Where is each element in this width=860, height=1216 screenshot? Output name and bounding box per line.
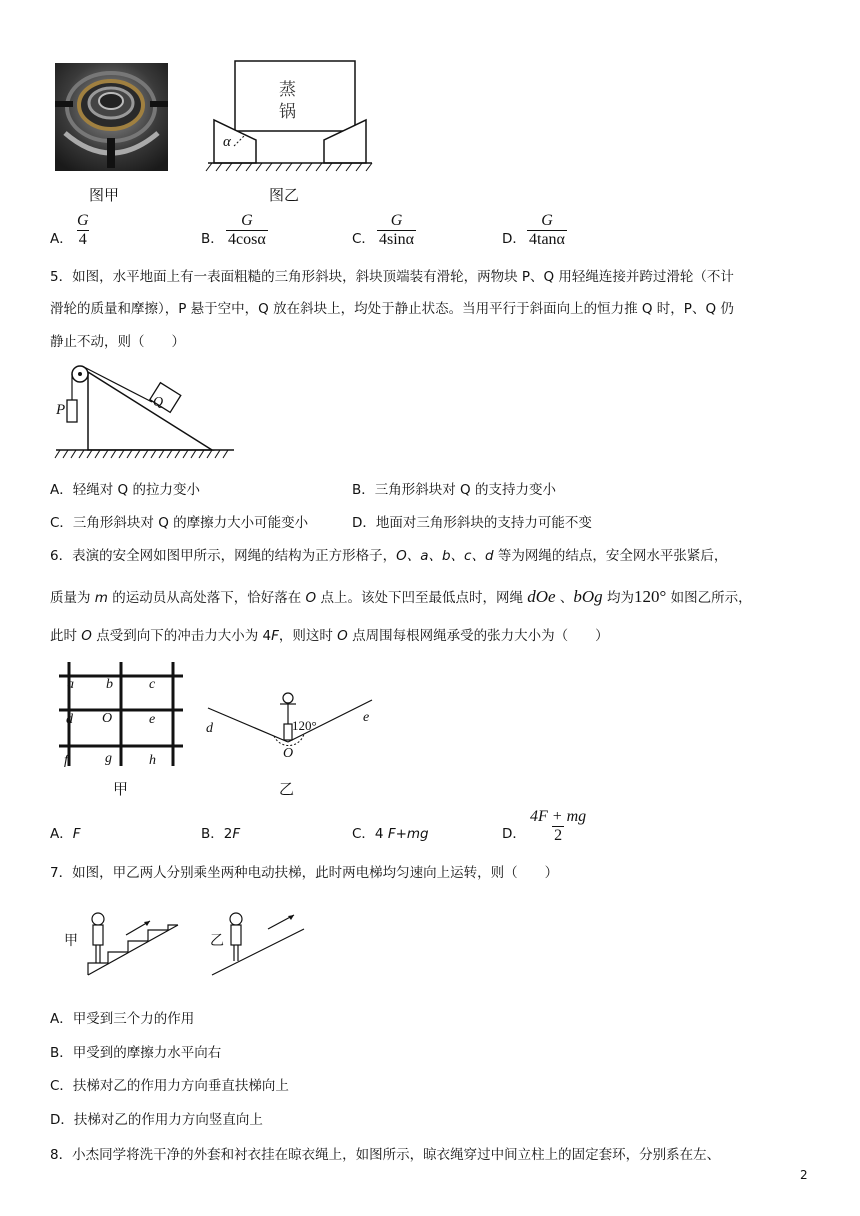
node-f-label: f: [64, 753, 68, 768]
figure-yi-caption-q6: 乙: [279, 780, 295, 798]
net-d-label: d: [206, 721, 213, 736]
safety-net-grid: [55, 658, 185, 770]
q4-option-b-letter[interactable]: B．: [201, 231, 224, 247]
q5-option-c[interactable]: C．三角形斜块对 Q 的摩擦力大小可能变小: [50, 515, 309, 531]
person-jia-label: 甲: [64, 933, 78, 949]
q4-option-c-fraction: $\frac{G}{4\sin\alpha}$: [379, 212, 415, 248]
net-e-label: e: [363, 710, 370, 725]
angle-alpha-label: α: [223, 134, 231, 150]
incline-pulley-diagram: [52, 358, 242, 466]
q6-option-d-fraction: $\frac{4F + mg}{2}$: [530, 808, 587, 844]
net-angle-label: 120°: [292, 718, 317, 733]
q5-option-d[interactable]: D．地面对三角形斜块的支持力可能不变: [352, 515, 592, 531]
q5-stem-line-2: 滑轮的质量和摩擦），P 悬于空中，Q 放在斜块上，均处于静止状态。当用平行于斜面向上的恒力推 Q 时，P、Q 仍: [50, 301, 734, 317]
q5-stem-line-1: 5．如图，水平地面上有一表面粗糙的三角形斜块，斜块顶端装有滑轮，两物块 P、Q 用轻绳连接并跨过滑轮（不计: [50, 269, 734, 285]
node-a-label: a: [67, 677, 74, 692]
net-o-label: O: [283, 746, 294, 761]
escalator-stairs-diagram: [78, 905, 188, 980]
figure-yi-caption: 图乙: [269, 186, 300, 204]
q6-option-d-letter[interactable]: D．: [502, 826, 526, 842]
figure-jia-caption-q6: 甲: [113, 780, 129, 798]
steamer-label-1: 蒸: [279, 80, 296, 99]
q7-option-c[interactable]: C．扶梯对乙的作用力方向垂直扶梯向上: [50, 1078, 289, 1094]
q4-option-d-letter[interactable]: D．: [502, 231, 526, 247]
q7-stem: 7．如图，甲乙两人分别乘坐两种电动扶梯，此时两电梯均匀速向上运转，则（ ）: [50, 865, 559, 881]
q6-option-b[interactable]: B．2F: [201, 826, 241, 842]
q5-option-b[interactable]: B．三角形斜块对 Q 的支持力变小: [352, 482, 556, 498]
q6-stem-line-3: 此时 O 点受到向下的冲击力大小为 4F，则这时 O 点周围每根网绳承受的张力大小为（ ）: [50, 628, 609, 644]
block-q-label: Q: [153, 395, 164, 410]
node-h-label: h: [149, 753, 156, 768]
q6-stem-line-1: 6．表演的安全网如图甲所示，网绳的结构为正方形格子，O、a、b、c、d 等为网绳的结点，安全网水平张紧后，: [50, 548, 728, 564]
q7-option-a[interactable]: A．甲受到三个力的作用: [50, 1011, 195, 1027]
node-o-label: O: [102, 711, 113, 726]
node-e-label: e: [149, 712, 156, 727]
node-b-label: b: [106, 677, 113, 692]
q6-option-a[interactable]: A．F: [50, 826, 81, 842]
q5-stem-line-3: 静止不动，则（ ）: [50, 334, 185, 350]
block-p-label: P: [56, 402, 66, 418]
steamer-label-2: 锅: [279, 102, 296, 121]
node-d-label: d: [66, 712, 73, 727]
stove-photo: [55, 63, 168, 171]
page-number: 2: [800, 1168, 808, 1182]
q4-option-b-fraction: $\frac{G}{4\cos\alpha}$: [228, 212, 266, 248]
figure-jia-caption: 图甲: [89, 186, 120, 204]
q4-option-d-fraction: $\frac{G}{4\tan\alpha}$: [529, 212, 565, 248]
q7-option-b[interactable]: B．甲受到的摩擦力水平向右: [50, 1045, 222, 1061]
q4-option-a-fraction: $\frac{G}{4}$: [77, 212, 89, 248]
node-g-label: g: [105, 751, 112, 766]
q6-option-c[interactable]: C．4 F+mg: [352, 826, 429, 842]
node-c-label: c: [149, 677, 156, 692]
q6-stem-line-2: 质量为 m 的运动员从高处落下，恰好落在 O 点上。该处下凹至最低点时，网绳 dOe 、bOg 均为120° 如图乙所示，: [50, 587, 752, 606]
q7-option-d[interactable]: D．扶梯对乙的作用力方向竖直向上: [50, 1112, 263, 1128]
q5-option-a[interactable]: A．轻绳对 Q 的拉力变小: [50, 482, 200, 498]
person-yi-label: 乙: [210, 933, 224, 949]
q4-option-a-letter[interactable]: A．: [50, 231, 73, 247]
q4-option-c-letter[interactable]: C．: [352, 231, 375, 247]
q8-stem-line-1: 8．小杰同学将洗干净的外套和衬衣挂在晾衣绳上，如图所示，晾衣绳穿过中间立柱上的固定套环，分别系在左、: [50, 1147, 721, 1163]
